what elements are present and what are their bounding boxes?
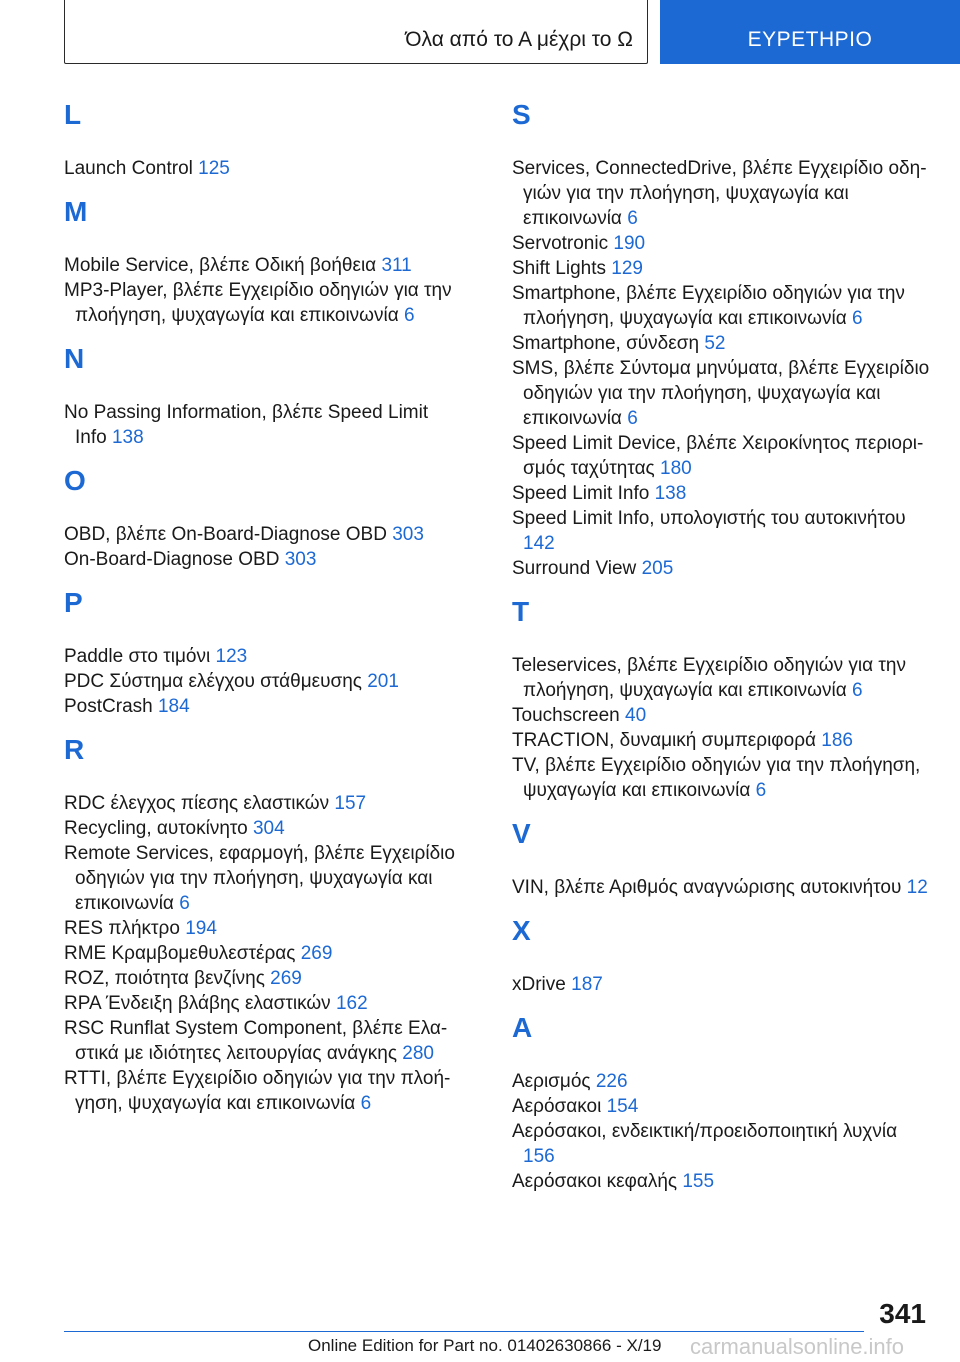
index-column-right <box>512 98 932 1208</box>
index-entry-text: Speed Limit Info <box>512 483 650 504</box>
index-entry-page-link[interactable]: 186 <box>821 730 853 751</box>
index-entry-text: ROZ, ποιότητα βενζίνης <box>64 968 265 989</box>
header-breadcrumb-box <box>64 0 648 64</box>
index-entry <box>64 253 464 278</box>
index-entry-page-link[interactable]: 6 <box>360 1093 372 1114</box>
header-section-label: ΕΥΡΕΤΗΡΙΟ <box>747 28 873 51</box>
index-entry-page-link[interactable]: 6 <box>852 680 863 701</box>
index-entry <box>64 644 464 669</box>
index-entry-page-link[interactable]: 6 <box>852 308 863 329</box>
index-entry <box>512 281 932 331</box>
index-entry-page-link[interactable]: 162 <box>335 993 368 1014</box>
index-entry-page-link[interactable]: 6 <box>755 780 767 801</box>
index-entry-text: Αερόσακοι <box>512 1096 602 1117</box>
index-entry-page-link[interactable]: 280 <box>402 1043 434 1064</box>
index-entry-page-link[interactable]: 6 <box>179 893 190 914</box>
index-entry <box>512 972 932 997</box>
index-entry-text: Surround View <box>512 558 637 579</box>
header-breadcrumb[interactable]: Όλα από το Α μέχρι το Ω <box>405 28 633 51</box>
index-section <box>64 586 464 719</box>
index-entry-page-link[interactable]: 194 <box>185 918 217 939</box>
index-entry <box>64 916 464 941</box>
index-letter-heading: V <box>512 818 531 849</box>
index-entry-page-link[interactable]: 123 <box>215 646 248 667</box>
index-entry-page-link[interactable]: 303 <box>392 524 424 545</box>
watermark: carmanualsonline.info <box>690 1334 905 1359</box>
index-entry-text: xDrive <box>512 974 566 995</box>
index-entry <box>64 278 464 328</box>
index-entry-page-link[interactable]: 304 <box>252 818 285 839</box>
index-entry <box>512 481 932 506</box>
index-entry-text: Αερόσακοι κεφαλής <box>512 1171 678 1192</box>
index-entry-page-link[interactable]: 155 <box>682 1171 715 1192</box>
footer-edition: Online Edition for Part no. 01402630866 - X/19 <box>308 1336 662 1355</box>
index-entry <box>64 941 464 966</box>
index-entry-text: Αερόσακοι, ενδεικτική/προειδοποιητική λυχνία <box>512 1121 898 1142</box>
index-entry <box>512 506 932 556</box>
index-entry <box>64 694 464 719</box>
index-entry-text: PDC Σύστημα ελέγχου στάθμευσης <box>64 671 362 692</box>
index-entry-page-link[interactable]: 6 <box>627 208 638 229</box>
index-section <box>64 733 464 1116</box>
index-entry <box>64 1016 464 1066</box>
index-entry <box>512 256 932 281</box>
index-entry-text: Speed Limit Info, υπολογιστής του αυτοκινήτου <box>512 508 906 529</box>
index-entry <box>512 728 932 753</box>
index-entry-text: RES πλήκτρο <box>64 918 180 939</box>
index-entry-page-link[interactable]: 180 <box>660 458 692 479</box>
index-entry-page-link[interactable]: 190 <box>613 233 646 254</box>
index-entry-page-link[interactable]: 129 <box>611 258 643 279</box>
index-entry-text: OBD, βλέπε On-Board-Diagnose OBD <box>64 524 387 545</box>
index-entry-text: Remote Services, εφαρμογή, βλέπε Εγχειρίδιο οδηγιών για την πλοήγηση, ψυχαγωγία και επικοινωνία <box>64 843 455 914</box>
index-letter-heading: O <box>64 465 86 496</box>
index-entry-text: SMS, βλέπε Σύντομα μηνύματα, βλέπε Εγχειρίδιο οδηγιών για την πλοήγηση, ψυχαγωγία και επικοινωνία <box>512 358 930 429</box>
index-entry-page-link[interactable]: 52 <box>704 333 726 354</box>
index-entry-text: Αερισμός <box>512 1071 591 1092</box>
index-entry-text: RME Κραμβομεθυλεστέρας <box>64 943 296 964</box>
index-entry-text: Paddle στο τιμόνι <box>64 646 211 667</box>
index-entry-text: Shift Lights <box>512 258 606 279</box>
index-entry-page-link[interactable]: 201 <box>367 671 399 692</box>
index-entry <box>512 1069 932 1094</box>
index-entry-text: Touchscreen <box>512 705 620 726</box>
index-entry-text: On-Board-Diagnose OBD <box>64 549 280 570</box>
index-entry-page-link[interactable]: 156 <box>523 1146 555 1167</box>
index-entry <box>64 156 464 181</box>
index-entry <box>64 400 464 450</box>
index-entry-page-link[interactable]: 142 <box>523 533 555 554</box>
index-entry <box>512 1094 932 1119</box>
index-letter-heading: N <box>64 343 85 374</box>
index-section <box>512 817 932 900</box>
index-entry-page-link[interactable]: 12 <box>906 877 928 898</box>
index-section <box>64 98 464 181</box>
index-entry-text: Smartphone, βλέπε Εγχειρίδιο οδηγιών για την πλοήγηση, ψυχαγωγία και επικοινωνία <box>512 283 905 329</box>
index-letter-heading: S <box>512 99 531 130</box>
index-entry-text: MP3-Player, βλέπε Εγχειρίδιο οδηγιών για την πλοήγηση, ψυχαγωγία και επικοινωνία <box>64 280 452 326</box>
index-entry-text: No Passing Information, βλέπε Speed Limit Info <box>64 402 429 448</box>
index-entry-page-link[interactable]: 6 <box>627 408 638 429</box>
index-entry <box>512 231 932 256</box>
index-entry-text: Mobile Service, βλέπε Οδική βοήθεια <box>64 255 377 276</box>
index-entry-text: Speed Limit Device, βλέπε Χειροκίνητος περιορισμός ταχύτητας <box>512 433 924 479</box>
index-letter-heading: P <box>64 587 83 618</box>
index-entry-page-link[interactable]: 269 <box>300 943 333 964</box>
index-entry-page-link[interactable]: 311 <box>381 255 412 276</box>
index-entry-text: Launch Control <box>64 158 193 179</box>
index-entry-page-link[interactable]: 187 <box>571 974 603 995</box>
index-entry-page-link[interactable]: 40 <box>625 705 647 726</box>
index-entry-page-link[interactable]: 205 <box>641 558 674 579</box>
index-entry-text: Servotronic <box>512 233 609 254</box>
index-entry <box>64 841 464 916</box>
index-section <box>512 1011 932 1194</box>
index-entry-text: RDC έλεγχος πίεσης ελαστικών <box>64 793 330 814</box>
index-entry-page-link[interactable]: 138 <box>111 427 144 448</box>
index-entry-text: RSC Runflat System Component, βλέπε Ελαστικά με ιδιότητες λειτουργίας ανάγκης <box>64 1018 448 1064</box>
index-entry-page-link[interactable]: 125 <box>198 158 230 179</box>
index-column-left <box>64 98 464 1130</box>
index-entry <box>512 156 932 231</box>
index-entry-page-link[interactable]: 184 <box>157 696 190 717</box>
index-entry <box>512 703 932 728</box>
index-entry-text: Services, ConnectedDrive, βλέπε Εγχειρίδιο οδηγιών για την πλοήγηση, ψυχαγωγία και επικοινωνία <box>512 158 927 229</box>
index-letter-heading: A <box>512 1012 533 1043</box>
index-entry <box>64 966 464 991</box>
index-entry <box>64 1066 464 1116</box>
index-entry-text: Smartphone, σύνδεση <box>512 333 700 354</box>
index-entry <box>64 547 464 572</box>
index-entry-text: PostCrash <box>64 696 153 717</box>
index-entry <box>512 331 932 356</box>
index-entry-text: RPA Ένδειξη βλάβης ελαστικών <box>64 993 331 1014</box>
index-entry <box>512 1169 932 1194</box>
index-entry-page-link[interactable]: 226 <box>595 1071 628 1092</box>
index-entry <box>64 791 464 816</box>
header-section-tab[interactable] <box>660 0 960 64</box>
index-entry-page-link[interactable]: 157 <box>334 793 367 814</box>
index-entry <box>512 875 932 900</box>
index-entry <box>64 816 464 841</box>
index-entry-text: VIN, βλέπε Αριθμός αναγνώρισης αυτοκινήτου <box>512 877 902 898</box>
index-entry <box>512 356 932 431</box>
index-section <box>512 914 932 997</box>
index-entry <box>512 431 932 481</box>
index-entry-page-link[interactable]: 138 <box>654 483 687 504</box>
index-entry-text: Teleservices, βλέπε Εγχειρίδιο οδηγιών για την πλοήγηση, ψυχαγωγία και επικοινωνία <box>512 655 906 701</box>
index-entry <box>64 991 464 1016</box>
index-entry-page-link[interactable]: 6 <box>404 305 415 326</box>
index-letter-heading: T <box>512 596 530 627</box>
index-entry-page-link[interactable]: 269 <box>270 968 302 989</box>
index-letter-heading: X <box>512 915 531 946</box>
index-entry <box>512 1119 932 1169</box>
index-letter-heading: L <box>64 99 82 130</box>
index-entry <box>512 653 932 703</box>
index-entry <box>64 669 464 694</box>
index-entry-text: TRACTION, δυναμική συμπεριφορά <box>512 730 816 751</box>
index-entry-page-link[interactable]: 303 <box>284 549 317 570</box>
index-letter-heading: M <box>64 196 88 227</box>
index-section <box>512 595 932 803</box>
index-entry <box>64 522 464 547</box>
index-entry <box>512 556 932 581</box>
index-section <box>512 98 932 581</box>
index-section <box>64 342 464 450</box>
index-entry-page-link[interactable]: 154 <box>606 1096 639 1117</box>
index-entry-text: TV, βλέπε Εγχειρίδιο οδηγιών για την πλοήγηση, ψυχαγωγία και επικοινωνία <box>512 755 921 801</box>
index-entry-text: RTTI, βλέπε Εγχειρίδιο οδηγιών για την πλοήγηση, ψυχαγωγία και επικοινωνία <box>64 1068 451 1114</box>
index-letter-heading: R <box>64 734 85 765</box>
page-number: 341 <box>879 1298 926 1329</box>
footer-divider <box>64 1331 864 1332</box>
index-section <box>64 464 464 572</box>
index-entry-text: Recycling, αυτοκίνητο <box>64 818 248 839</box>
index-entry <box>512 753 932 803</box>
index-section <box>64 195 464 328</box>
